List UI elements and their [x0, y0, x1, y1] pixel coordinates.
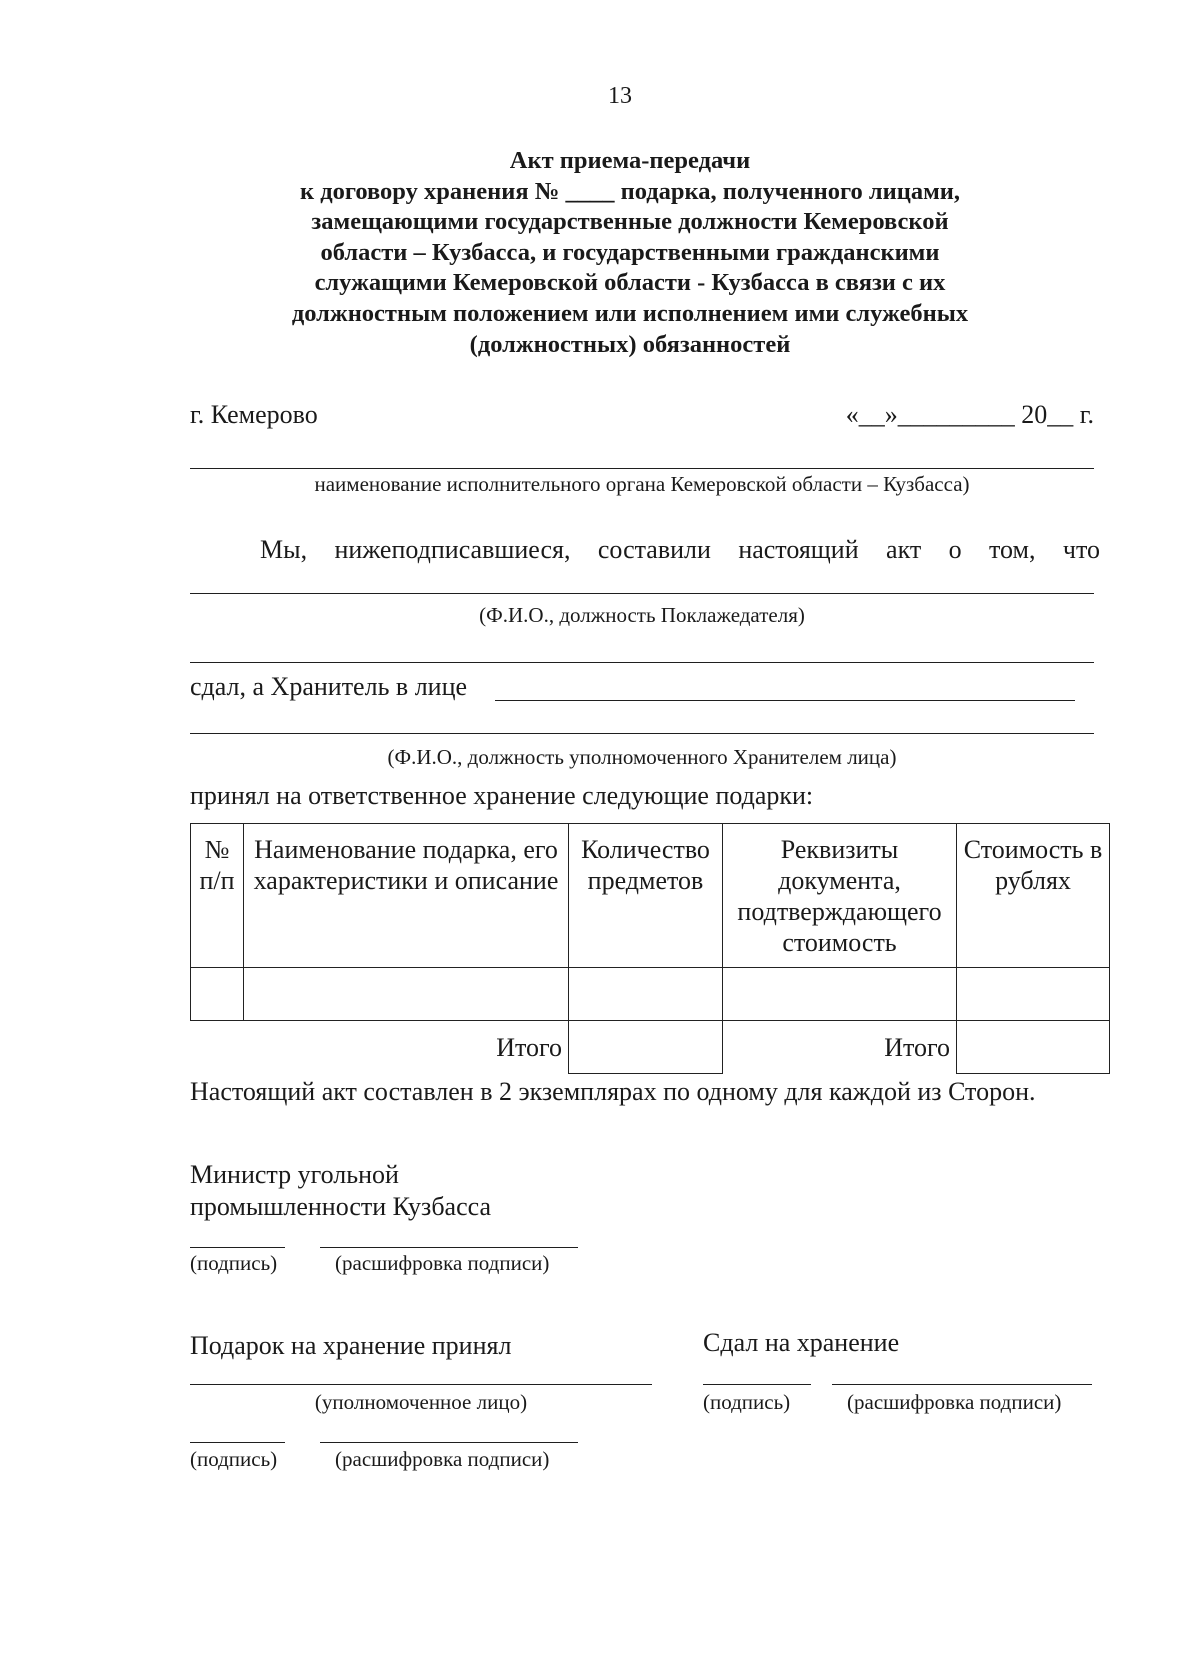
keeper-line-2 — [190, 733, 1094, 734]
gifts-table — [190, 823, 1110, 1074]
keeper-caption: (Ф.И.О., должность уполномоченного Хранителем лица) — [387, 745, 897, 769]
title-line: к договору хранения № ____ подарка, полученного лицами, — [299, 177, 961, 205]
table-row — [191, 968, 1110, 1021]
page-number: 13 — [608, 83, 632, 109]
cell-quantity[interactable] — [569, 968, 723, 1021]
title-line: должностным положением или исполнением ими служебных — [291, 299, 969, 327]
accepted-by-label: Подарок на хранение принял — [190, 1331, 512, 1360]
header-gift-name: Наименование подарка, его характеристики и описание — [244, 824, 569, 968]
handed-decode-caption: (расшифровка подписи) — [847, 1390, 1062, 1414]
handed-by-label: Сдал на хранение — [703, 1328, 900, 1357]
intro-word: составили — [597, 535, 711, 564]
accepted-decode-line — [320, 1442, 578, 1443]
totals-row — [191, 1021, 1110, 1074]
handed-decode-line — [832, 1384, 1092, 1385]
total-label-quantity: Итого — [191, 1021, 569, 1074]
total-cost-cell[interactable] — [957, 1021, 1110, 1074]
organ-caption: наименование исполнительного органа Кемеровской области – Кузбасса) — [314, 472, 970, 496]
minister-title-line2: промышленности Кузбасса — [190, 1192, 492, 1221]
handed-signature-line — [703, 1384, 811, 1385]
total-label-cost: Итого — [723, 1021, 957, 1074]
intro-word: акт — [886, 535, 922, 564]
title-line: замещающими государственные должности Кемеровской — [311, 208, 949, 236]
header-number: № п/п — [191, 824, 244, 968]
depositor-line — [190, 593, 1094, 594]
accepted-text: принял на ответственное хранение следующие подарки: — [190, 781, 814, 810]
total-quantity-cell[interactable] — [569, 1021, 723, 1074]
table-header-row — [191, 824, 1110, 968]
header-cost: Стоимость в рублях — [957, 824, 1110, 968]
accepted-signature-caption: (подпись) — [190, 1447, 278, 1471]
title-line: области – Кузбасса, и государственными гражданскими — [320, 238, 940, 266]
intro-sentence — [260, 535, 1100, 565]
cell-gift-name[interactable] — [244, 968, 569, 1021]
intro-word: что — [1062, 535, 1100, 564]
header-quantity: Количество предметов — [569, 824, 723, 968]
authorized-person-line — [190, 1384, 652, 1385]
document-title — [220, 146, 1040, 360]
minister-signature-caption: (подпись) — [190, 1251, 278, 1275]
place: г. Кемерово — [190, 400, 318, 429]
organ-line — [190, 468, 1094, 469]
depositor-line-2 — [190, 662, 1094, 663]
intro-word: нижеподписавшиеся, — [334, 535, 571, 564]
authorized-person-caption: (уполномоченное лицо) — [314, 1390, 528, 1414]
title-line: Акт приема-передачи — [509, 147, 751, 174]
intro-word: том, — [989, 535, 1036, 564]
intro-word: Мы, — [260, 535, 308, 564]
copies-text: Настоящий акт составлен в 2 экземплярах по одному для каждой из Сторон. — [190, 1077, 1036, 1106]
header-document: Реквизиты документа, подтверждающего стоимость — [723, 824, 957, 968]
intro-word: настоящий — [738, 535, 859, 564]
minister-decode-caption: (расшифровка подписи) — [335, 1251, 550, 1275]
handed-text: сдал, а Хранитель в лице — [190, 672, 468, 701]
accepted-signature-line — [190, 1442, 285, 1443]
minister-decode-line — [320, 1247, 578, 1248]
intro-word: о — [948, 535, 962, 564]
accepted-decode-caption: (расшифровка подписи) — [335, 1447, 550, 1471]
title-line: (должностных) обязанностей — [469, 330, 791, 358]
date-field: «__»_________ 20__ г. — [845, 400, 1094, 429]
minister-title-line1: Министр угольной — [190, 1160, 399, 1189]
keeper-name-line — [495, 700, 1075, 701]
depositor-caption: (Ф.И.О., должность Поклажедателя) — [479, 603, 805, 627]
cell-cost[interactable] — [957, 968, 1110, 1021]
minister-signature-line — [190, 1247, 285, 1248]
cell-document[interactable] — [723, 968, 957, 1021]
handed-signature-caption: (подпись) — [703, 1390, 791, 1414]
title-line: служащими Кемеровской области - Кузбасса в связи с их — [314, 269, 946, 297]
cell-number[interactable] — [191, 968, 244, 1021]
